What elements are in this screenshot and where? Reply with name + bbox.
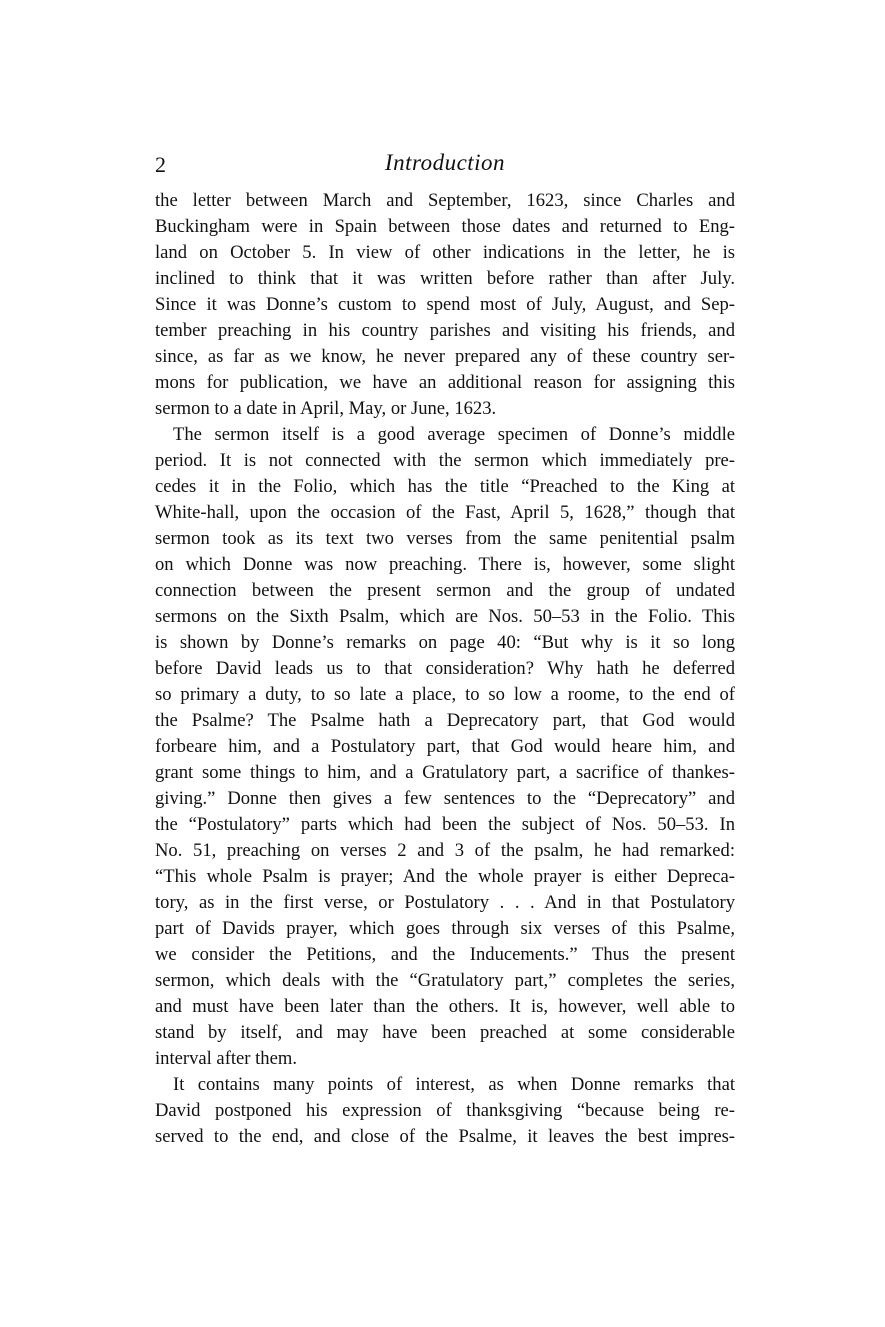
text-line: stand by itself, and may have been preached at some considerable — [155, 1022, 735, 1043]
text-line: No. 51, preaching on verses 2 and 3 of the psalm, he had remarked: — [155, 840, 735, 861]
text-line: tember preaching in his country parishes and visiting his friends, and — [155, 320, 735, 341]
text-line: the letter between March and September, 1623, since Charles and — [155, 190, 735, 211]
text-line: sermon took as its text two verses from the same penitential psalm — [155, 528, 735, 549]
text-line: we consider the Petitions, and the Inducements.” Thus the present — [155, 944, 735, 965]
text-line: “This whole Psalm is prayer; And the whole prayer is either Depreca- — [155, 866, 735, 887]
text-line: inclined to think that it was written before rather than after July. — [155, 268, 735, 289]
text-line: on which Donne was now preaching. There is, however, some slight — [155, 554, 735, 575]
text-line: sermons on the Sixth Psalm, which are Nos. 50–53 in the Folio. This — [155, 606, 735, 627]
text-line: White-hall, upon the occasion of the Fast, April 5, 1628,” though that — [155, 502, 735, 523]
running-head — [155, 150, 735, 184]
text-line: interval after them. — [155, 1048, 297, 1069]
text-line: since, as far as we know, he never prepared any of these country ser- — [155, 346, 735, 367]
text-line: served to the end, and close of the Psalme, it leaves the best impres- — [155, 1126, 735, 1147]
text-line: mons for publication, we have an additional reason for assigning this — [155, 372, 735, 393]
text-line: the “Postulatory” parts which had been the subject of Nos. 50–53. In — [155, 814, 735, 835]
text-line: Since it was Donne’s custom to spend most of July, August, and Sep- — [155, 294, 735, 315]
book-page — [155, 150, 735, 1150]
text-line: is shown by Donne’s remarks on page 40: “But why is it so long — [155, 632, 735, 653]
text-line: so primary a duty, to so late a place, to so low a roome, to the end of — [155, 684, 735, 705]
paragraph — [155, 422, 735, 1072]
text-line: giving.” Donne then gives a few sentences to the “Deprecatory” and — [155, 788, 735, 809]
text-line: before David leads us to that consideration? Why hath he deferred — [155, 658, 735, 679]
page-number: 2 — [155, 152, 166, 177]
text-line: forbeare him, and a Postulatory part, that God would heare him, and — [155, 736, 735, 757]
text-line: cedes it in the Folio, which has the title “Preached to the King at — [155, 476, 735, 497]
text-line: sermon to a date in April, May, or June, 1623. — [155, 398, 497, 419]
text-line: grant some things to him, and a Gratulatory part, a sacrifice of thankes- — [155, 762, 735, 783]
text-line: David postponed his expression of thanksgiving “because being re- — [155, 1100, 735, 1121]
text-line: tory, as in the first verse, or Postulatory . . . And in that Postulatory — [155, 892, 735, 913]
paragraph — [155, 188, 735, 422]
paragraph — [155, 1072, 735, 1150]
text-line: and must have been later than the others. It is, however, well able to — [155, 996, 735, 1017]
text-line: It contains many points of interest, as when Donne remarks that — [173, 1074, 735, 1095]
text-line: sermon, which deals with the “Gratulatory part,” completes the series, — [155, 970, 735, 991]
text-line: The sermon itself is a good average specimen of Donne’s middle — [173, 424, 735, 445]
body-text — [155, 188, 735, 1150]
text-line: connection between the present sermon and the group of undated — [155, 580, 735, 601]
text-line: part of Davids prayer, which goes through six verses of this Psalme, — [155, 918, 735, 939]
running-title: Introduction — [384, 150, 506, 175]
text-line: Buckingham were in Spain between those dates and returned to Eng- — [155, 216, 735, 237]
text-line: land on October 5. In view of other indications in the letter, he is — [155, 242, 735, 263]
text-line: the Psalme? The Psalme hath a Deprecatory part, that God would — [155, 710, 735, 731]
text-line: period. It is not connected with the sermon which immediately pre- — [155, 450, 735, 471]
